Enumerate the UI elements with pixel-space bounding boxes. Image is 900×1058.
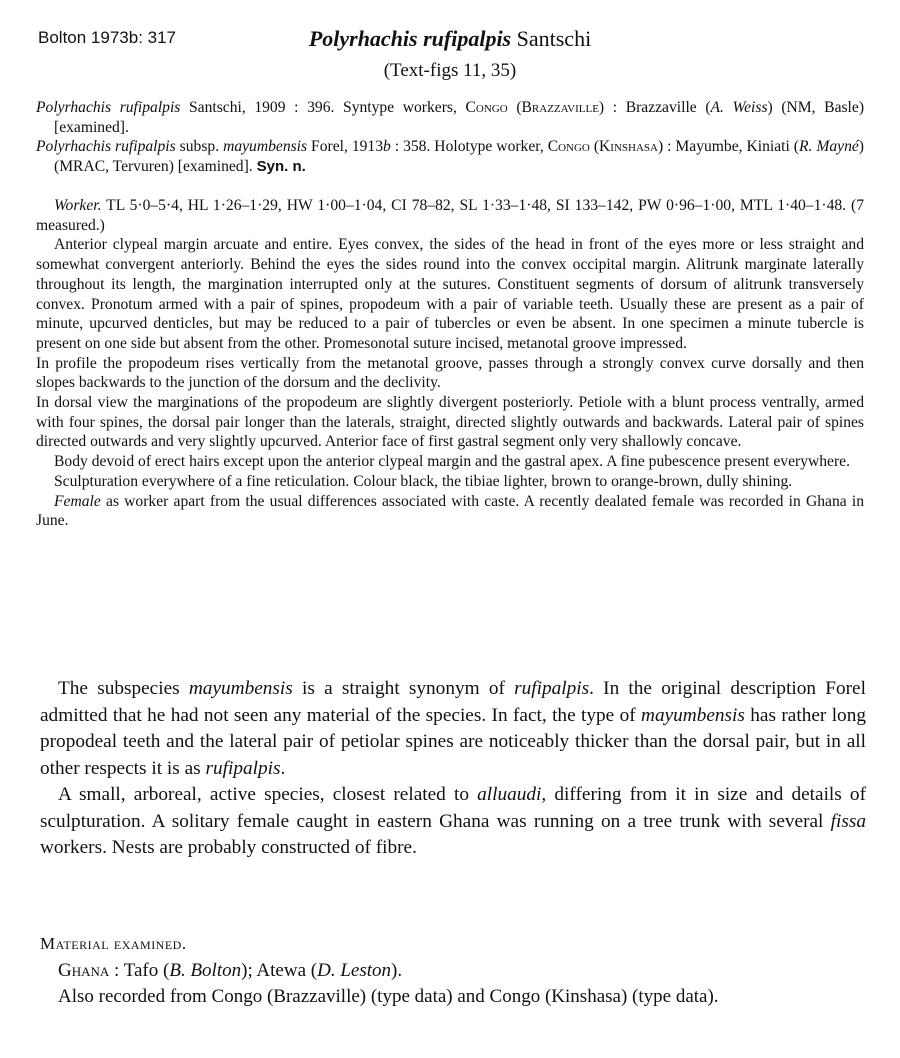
synonymy-section [36, 98, 864, 177]
synonymy-entry-2: Polyrhachis rufipalpis subsp. mayumbensis Forel, 1913b : 358. Holotype worker, Congo (Kinshasa) : Mayumbe, Kiniati (R. Mayné) (MRAC, Tervuren) [examined]. Syn. n. [36, 138, 864, 176]
citation-reference: Bolton 1973b: 317 [38, 28, 177, 47]
female-paragraph: Female as worker apart from the usual differences associated with caste. A recently dealated female was recorded in Ghana in June. [36, 492, 864, 530]
worker-paragraph-2: In profile the propodeum rises vertically from the metanotal groove, passes through a strongly convex curve dorsally and then slopes backwards to the junction of the dorsum and the declivity. [36, 354, 864, 392]
syn-n-label: Syn. n. [256, 158, 306, 176]
remarks-paragraph-2: A small, arboreal, active species, closest related to alluaudi, differing from it in size and details of sculpturation. A solitary female caught in eastern Ghana was running on a tree trunk with several fissa workers. Nests are probably constructed of fibre. [40, 784, 866, 858]
material-section [40, 931, 866, 1011]
species-name: Polyrhachis rufipalpis [308, 26, 512, 51]
worker-paragraph-5: Sculpturation everywhere of a fine reticulation. Colour black, the tibiae lighter, brown to orange-brown, dully shining. [54, 472, 793, 490]
synonymy-entry-1: Polyrhachis rufipalpis Santschi, 1909 : 396. Syntype workers, Congo (Brazzaville) : Brazzaville (A. Weiss) (NM, Basle) [examined]. [36, 99, 865, 136]
material-ghana: Ghana : Tafo (B. Bolton); Atewa (D. Leston). [58, 959, 403, 981]
description-section [36, 196, 864, 531]
species-title [0, 26, 900, 52]
material-heading: Material examined. [40, 934, 187, 953]
figure-reference: (Text-figs 11, 35) [383, 60, 517, 81]
worker-paragraph-4: Body devoid of erect hairs except upon the anterior clypeal margin and the gastral apex. A fine pubescence present everywhere. [54, 453, 850, 471]
worker-paragraph-3: In dorsal view the marginations of the propodeum are slightly divergent posteriorly. Petiole with a blunt process ventrally, armed with four spines, the dorsal pair longer than the laterals, straight, directed slightly outwards and backwards. Lateral pair of spines directed outwards and very slightly upcurved. Anterior face of first gastral segment only very shallowly concave. [36, 394, 864, 451]
worker-measurements: Worker. TL 5·0–5·4, HL 1·26–1·29, HW 1·00–1·04, CI 78–82, SL 1·33–1·48, SI 133–142, PW 0·96–1·00, MTL 1·40–1·48. (7 measured.) [36, 197, 864, 234]
species-author: Santschi [511, 26, 592, 51]
remarks-paragraph-1: The subspecies mayumbensis is a straight synonym of rufipalpis. In the original description Forel admitted that he had not seen any material of the species. In fact, the type of mayumbensis has rather long propodeal teeth and the lateral pair of petiolar spines are noticeably thicker than the dorsal pair, but in all other respects it is as rufipalpis. [40, 678, 866, 779]
remarks-section [40, 676, 866, 862]
worker-paragraph-1: Anterior clypeal margin arcuate and entire. Eyes convex, the sides of the head in front of the eyes more or less straight and somewhat convergent anteriorly. Behind the eyes the sides round into the convex occipital margin. Alitrunk marginate laterally throughout its length, the margination interrupted only at the sutures. Constituent segments of dorsum of alitrunk transversely convex. Pronotum armed with a pair of spines, propodeum with a pair of variable teeth. Usually these are present as a pair of minute, upcurved denticles, but may be reduced to a pair of tubercles or even be absent. In one specimen a minute tubercle is present on one side but absent from the other. Promesonotal suture incised, metanotal groove impressed. [36, 236, 864, 352]
material-also-recorded: Also recorded from Congo (Brazzaville) (type data) and Congo (Kinshasa) (type data). [58, 986, 719, 1007]
